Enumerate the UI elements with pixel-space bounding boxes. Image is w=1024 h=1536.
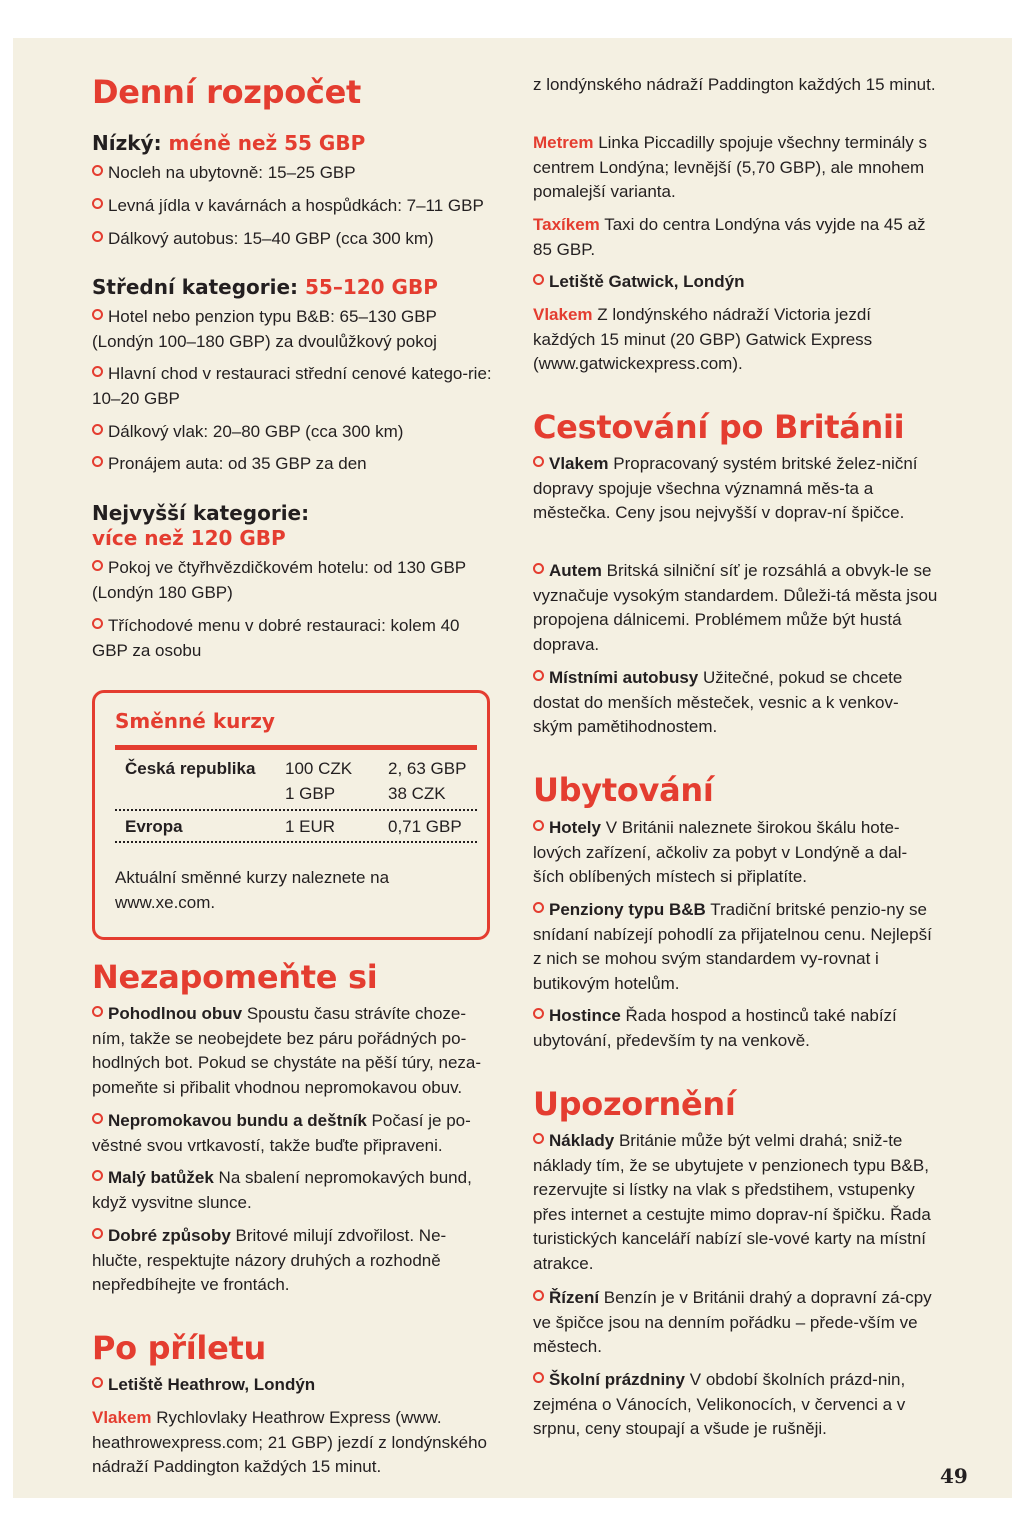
rate-to: 2, 63 GBP — [388, 759, 467, 778]
arrival-heading: Po příletu — [92, 1329, 266, 1367]
bullet-icon — [533, 1008, 544, 1019]
budget-mid-value: 55–120 GBP — [305, 275, 438, 299]
list-item: Vlakem Propracovaný systém britské želez-niční dopravy spojuje všechna významná měs-ta a městečka. Ceny jsou nejvyšší v doprav-ní špičce. — [533, 454, 918, 522]
bullet-icon — [92, 1377, 103, 1388]
exchange-note: Aktuální směnné kurzy naleznete na www.xe.com. — [115, 868, 390, 912]
travel-heading: Cestování po Británii — [533, 408, 905, 446]
bullet-icon — [533, 820, 544, 831]
rate-to: 38 CZK — [388, 784, 446, 803]
bullet-icon — [92, 1113, 103, 1124]
budget-low-heading: Nízký: méně než 55 GBP — [92, 131, 366, 155]
list-item: Náklady Británie může být velmi drahá; sniž-te náklady tím, že se ubytujete v penzionech typu B&B, rezervujte si lístky na vlak s předstihem, vstupenky přes internet a cestujte mimo doprav-ní špičku. Řada turistických kanceláří nabízí sle-vové karty na místní atrakce. — [533, 1131, 931, 1273]
bullet-icon — [92, 560, 103, 571]
guidebook-page — [13, 38, 1012, 1498]
gatwick-train-text: Vlakem Z londýnského nádraží Victoria jezdí každých 15 minut (20 GBP) Gatwick Express (www.gatwickexpress.com). — [533, 305, 873, 373]
bullet-icon — [92, 165, 103, 176]
list-item: Pohodlnou obuv Spoustu času strávíte choze-ním, takže se neobejdete bez páru pořádných po-hodlných bot. Pokud se chystáte na pěší túry, neza-pomeňte si přibalit vhodnou nepromokavou obuv. — [92, 1004, 482, 1097]
budget-heading: Denní rozpočet — [92, 73, 361, 111]
budget-top-heading: Nejvyšší kategorie: — [92, 501, 310, 525]
dont-forget-heading: Nezapomeňte si — [92, 958, 378, 996]
list-item: Hostince Řada hospod a hostinců také nabízí ubytování, především ty na venkově. — [533, 1006, 897, 1050]
list-item: Školní prázdniny V období školních prázd-nin, zejména o Vánocích, Velikonocích, v červenci a v srpnu, ceny stoupají a všude je rušněji. — [533, 1370, 906, 1438]
list-item: Dálkový autobus: 15–40 GBP (cca 300 km) — [92, 227, 492, 252]
budget-mid-heading: Střední kategorie: 55–120 GBP — [92, 275, 438, 299]
rate-to: 0,71 GBP — [388, 817, 462, 836]
bullet-icon — [533, 274, 544, 285]
page-number: 49 — [940, 1464, 968, 1488]
bullet-icon — [92, 309, 103, 320]
heathrow-train-continued: z londýnského nádraží Paddington každých 15 minut. — [533, 75, 936, 94]
bullet-icon — [533, 563, 544, 574]
warnings-heading: Upozornění — [533, 1085, 736, 1123]
bullet-icon — [92, 366, 103, 377]
list-item: Nocleh na ubytovně: 15–25 GBP — [92, 161, 492, 186]
rate-from: 1 GBP — [285, 784, 336, 803]
exchange-rates-title: Směnné kurzy — [115, 709, 275, 733]
gatwick-subheading: Letiště Gatwick, Londýn — [533, 270, 938, 295]
taxi-text: Taxíkem Taxi do centra Londýna vás vyjde na 45 až 85 GBP. — [533, 215, 926, 259]
list-item: Penziony typu B&B Tradiční britské penzio-ny se snídaní nabízejí pohodlí za přijatelnou cenu. Nejlepší z nich se mohou svým standardem vy-rovnat i butikovým hotelům. — [533, 900, 932, 993]
bullet-icon — [92, 1170, 103, 1181]
bullet-icon — [533, 456, 544, 467]
rate-from: 1 EUR — [285, 817, 336, 836]
dotted-divider — [115, 809, 477, 811]
bullet-icon — [533, 1133, 544, 1144]
heathrow-train-text: Vlakem Rychlovlaky Heathrow Express (www. heathrowexpress.com; 21 GBP) jezdí z londýnského nádraží Paddington každých 15 minut. — [92, 1408, 487, 1476]
bullet-icon — [92, 618, 103, 629]
bullet-icon — [92, 198, 103, 209]
list-item: Nepromokavou bundu a deštník Počasí je po-věstné svou vrtkavostí, takže buďte připraveni. — [92, 1111, 471, 1155]
rate-country: Evropa — [125, 817, 183, 836]
rate-from: 100 CZK — [285, 759, 353, 778]
list-item: Dálkový vlak: 20–80 GBP (cca 300 km) — [92, 420, 492, 445]
bullet-icon — [92, 424, 103, 435]
divider — [115, 745, 477, 750]
budget-low-value: méně než 55 GBP — [168, 131, 366, 155]
list-item: Levná jídla v kavárnách a hospůdkách: 7–11 GBP — [92, 194, 492, 219]
list-item: Řízení Benzín je v Británii drahý a dopravní zá-cpy ve špičce jsou na denním pořádku – přede-vším ve městech. — [533, 1288, 932, 1356]
bullet-icon — [92, 1006, 103, 1017]
bullet-icon — [92, 231, 103, 242]
list-item: Hotely V Británii naleznete širokou škálu hote-lových zařízení, ačkoliv za pobyt v Londýně a dal-ších oblíbených místech si připlatíte. — [533, 818, 908, 886]
rate-country: Česká republika — [125, 759, 256, 778]
accommodation-heading: Ubytování — [533, 771, 714, 809]
bullet-icon — [533, 902, 544, 913]
list-item: Hlavní chod v restauraci střední cenové katego-rie: 10–20 GBP — [92, 364, 492, 408]
list-item: Autem Britská silniční síť je rozsáhlá a obvyk-le se vyznačuje vysokým standardem. Důleži-tá města jsou propojena dálnicemi. Problémem může být hustá doprava. — [533, 561, 938, 654]
list-item: Pokoj ve čtyřhvězdičkovém hotelu: od 130 GBP (Londýn 180 GBP) — [92, 558, 466, 602]
exchange-rates-box — [92, 690, 490, 940]
bullet-icon — [92, 456, 103, 467]
list-item: Malý batůžek Na sbalení nepromokavých bund, když vysvitne slunce. — [92, 1168, 472, 1212]
budget-top-value: více než 120 GBP — [92, 526, 286, 550]
bullet-icon — [92, 1228, 103, 1239]
bullet-icon — [533, 1290, 544, 1301]
list-item: Hotel nebo penzion typu B&B: 65–130 GBP (Londýn 100–180 GBP) za dvoulůžkový pokoj — [92, 307, 437, 351]
list-item: Tříchodové menu v dobré restauraci: kolem 40 GBP za osobu — [92, 616, 460, 660]
list-item: Dobré způsoby Britové milují zdvořilost. Ne-hlučte, respektujte názory druhých a rozhodně nepředbíhejte ve frontách. — [92, 1226, 447, 1294]
list-item: Místními autobusy Užitečné, pokud se chcete dostat do menších městeček, vesnic a k venkov-ským pamětihodnostem. — [533, 668, 903, 736]
bullet-icon — [533, 1372, 544, 1383]
dotted-divider — [115, 841, 477, 843]
metro-text: Metrem Linka Piccadilly spojuje všechny terminály s centrem Londýna; levnější (5,70 GBP), ale mnohem pomalejší varianta. — [533, 133, 928, 201]
heathrow-subheading: Letiště Heathrow, Londýn — [92, 1373, 492, 1398]
bullet-icon — [533, 670, 544, 681]
list-item: Pronájem auta: od 35 GBP za den — [92, 452, 492, 477]
